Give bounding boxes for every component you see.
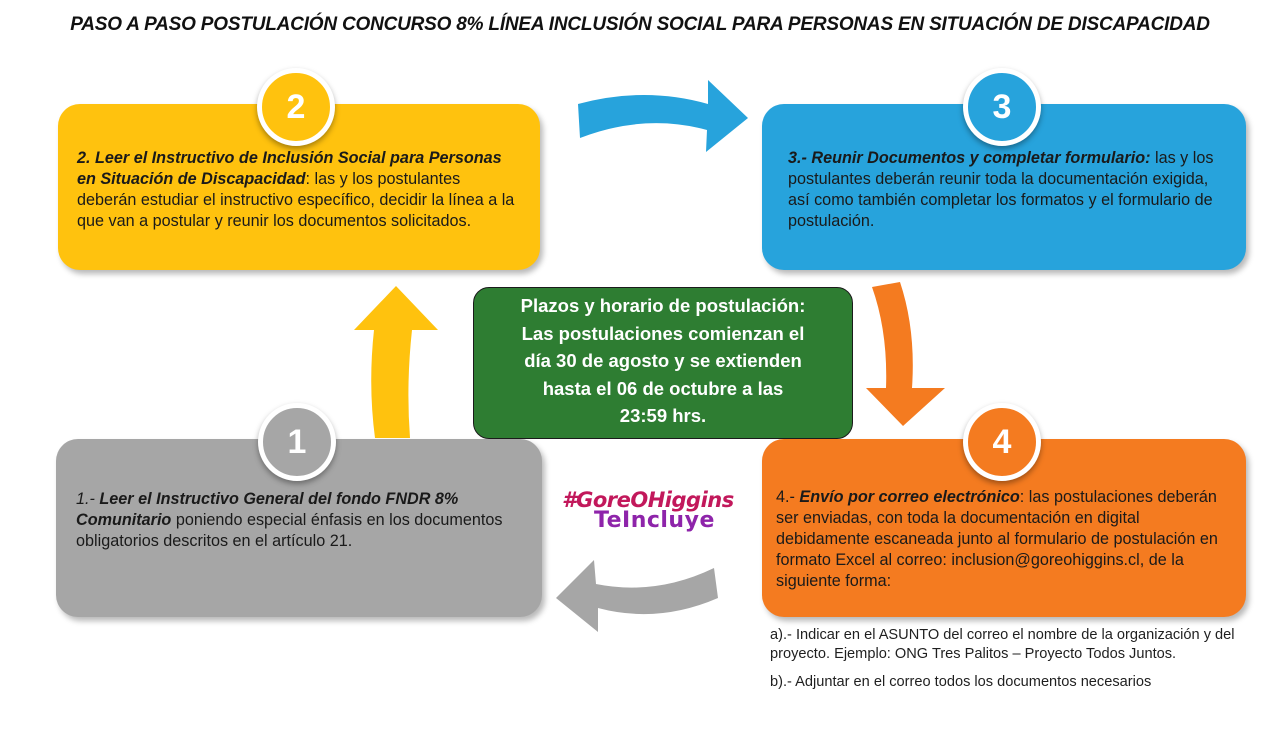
deadline-line: Plazos y horario de postulación:: [520, 295, 806, 316]
logo-hashtag: #GoreOHiggins: [562, 488, 734, 512]
step-4-text: : las postulaciones deberán ser enviadas, con toda la documentación en digital debidamente escaneada junto al formulario de postulación en formato Excel al correo: inclusion@goreohiggins.cl, de la siguiente forma:: [776, 488, 1218, 590]
arrow-yellow-icon: [354, 286, 438, 438]
arrow-orange-icon: [866, 282, 945, 426]
step-2-heading: 2. Leer el Instructivo de Inclusión Social para Personas en Situación de Discapacidad: [77, 149, 502, 188]
deadline-line: hasta el 06 de octubre a las: [542, 377, 784, 399]
step-1-text: poniendo especial énfasis en los documentos obligatorios descritos en el artículo 21.: [76, 511, 503, 550]
step-1-number-badge: 1: [258, 403, 336, 481]
arrow-gray-icon: [556, 560, 718, 632]
step-2-number-badge: 2: [257, 68, 335, 146]
gore-ohiggins-logo: [562, 488, 752, 538]
page-title: PASO A PASO POSTULACIÓN CONCURSO 8% LÍNEA INCLUSIÓN SOCIAL PARA PERSONAS EN SITUACIÓN DE DISCAPACIDAD: [70, 14, 1210, 35]
step-2-text: : las y los postulantes deberán estudiar el instructivo específico, decidir la línea a la que van a postular y reunir los documentos solicitados.: [77, 170, 515, 230]
step-1-prefix: 1.-: [76, 490, 100, 508]
instruction-a: a).- Indicar en el ASUNTO del correo el nombre de la organización y del proyecto. Ejemplo: ONG Tres Palitos – Proyecto Todos Juntos.: [770, 627, 1235, 662]
deadline-box: [473, 287, 853, 439]
deadline-line: Las postulaciones comienzan el: [521, 322, 805, 344]
step-4-number-badge: 4: [963, 403, 1041, 481]
step-3-number-badge: 3: [963, 68, 1041, 146]
arrow-blue-icon: [578, 80, 748, 152]
step-4-prefix: 4.-: [776, 488, 800, 506]
step-1-heading: Leer el Instructivo General del fondo FNDR 8% Comunitario: [76, 490, 459, 529]
deadline-line: 23:59 hrs.: [619, 405, 707, 426]
email-instructions: [770, 626, 1240, 701]
logo-tagline: TeIncluye: [594, 508, 715, 533]
step-3-heading: 3.- Reunir Documentos y completar formulario:: [788, 149, 1151, 167]
deadline-line: día 30 de agosto y se extienden: [524, 350, 802, 371]
step-4-heading: Envío por correo electrónico: [799, 488, 1020, 506]
step-3-text: las y los postulantes deberán reunir toda la documentación exigida, así como también completar los formatos y el formulario de postulación.: [788, 149, 1214, 230]
instruction-b: b).- Adjuntar en el correo todos los documentos necesarios: [770, 674, 1152, 690]
